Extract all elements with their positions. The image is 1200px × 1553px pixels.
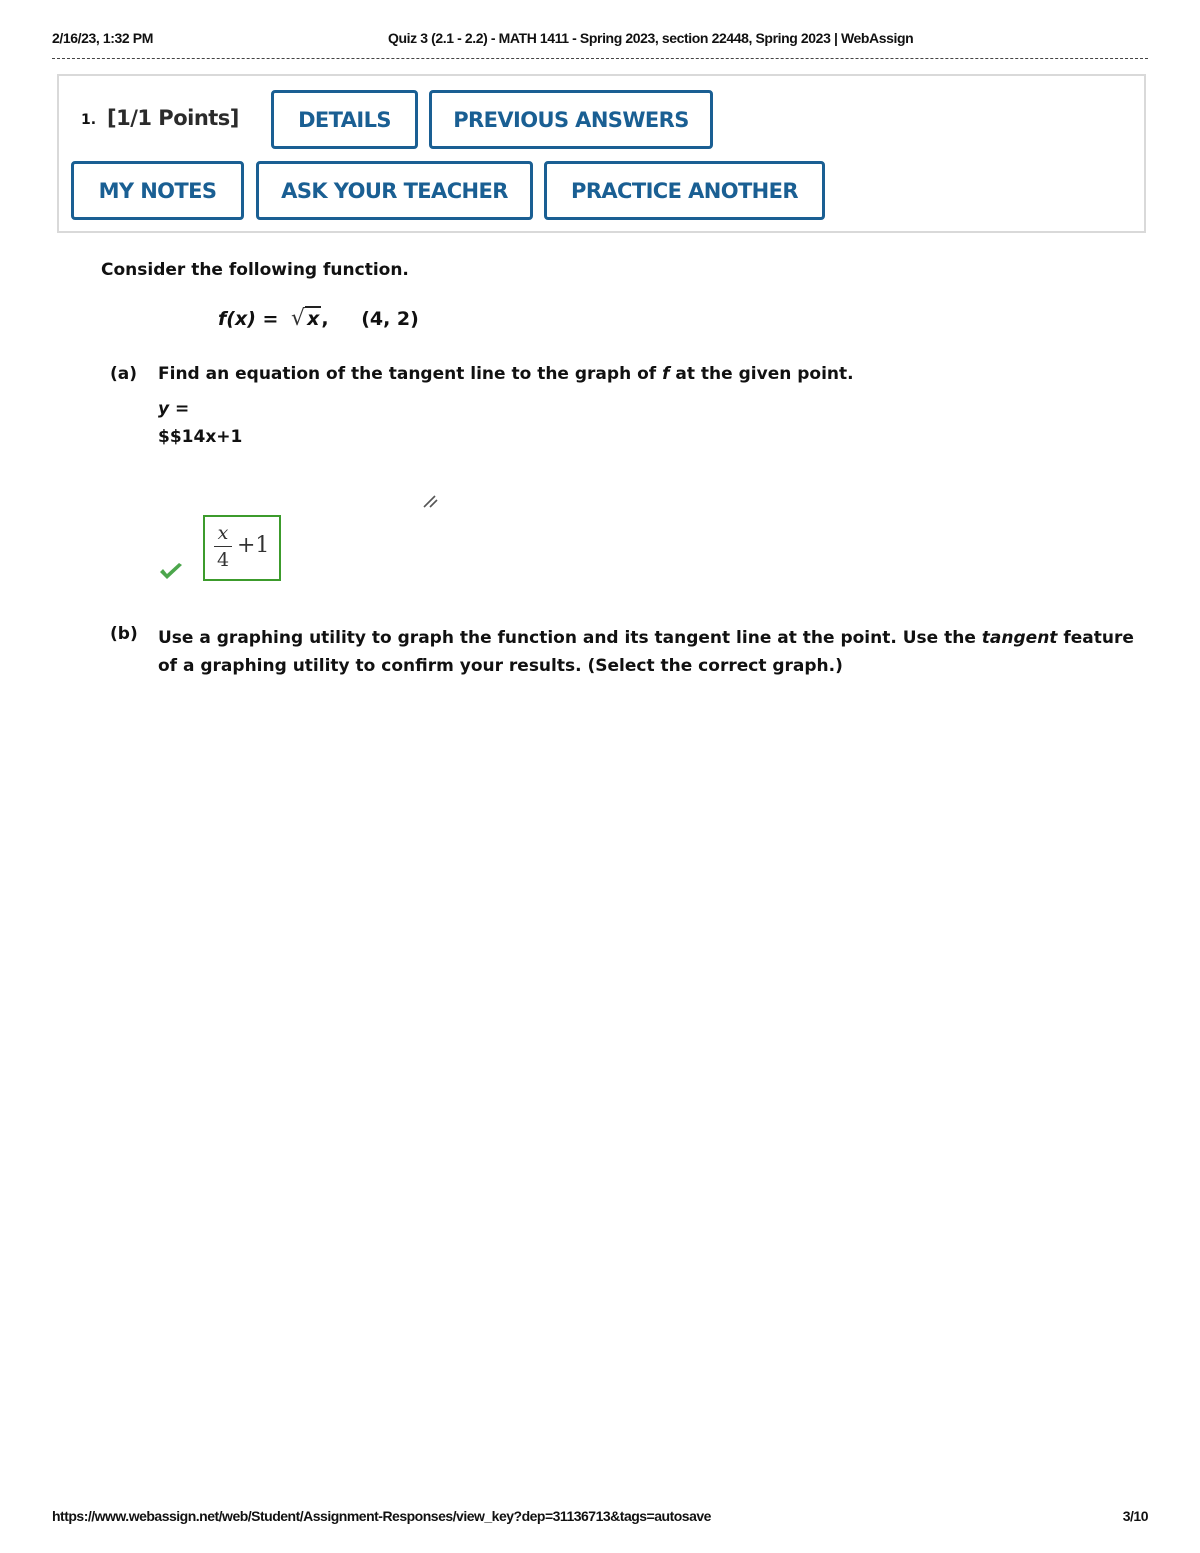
previous-answers-button[interactable]: PREVIOUS ANSWERS [429,90,713,149]
part-b-prompt [158,624,1138,680]
function-lhs: f(x) = [218,308,286,330]
raw-answer-text: $$14x+1 [158,427,243,447]
fraction-denominator: 4 [216,549,230,571]
my-notes-button[interactable]: MY NOTES [71,161,244,220]
page-number: 3/10 [1122,1508,1148,1524]
question-number: 1. [81,112,97,128]
fraction-bar [214,546,232,547]
function-definition [218,306,419,331]
question-intro: Consider the following function. [101,260,409,280]
print-page-title: Quiz 3 (2.1 - 2.2) - MATH 1411 - Spring 2023, section 22448, Spring 2023 | WebAssign [388,30,914,46]
function-comma: , [321,308,329,330]
equals-sign: = [169,399,190,419]
details-button[interactable]: DETAILS [271,90,418,149]
print-url: https://www.webassign.net/web/Student/Assignment-Responses/view_key?dep=31136713&tags=autosave [52,1508,711,1524]
part-a-label: (a) [110,364,138,384]
y-variable: y [158,399,170,419]
ask-your-teacher-button[interactable]: ASK YOUR TEACHER [256,161,533,220]
part-a-text-after: at the given point. [669,364,854,384]
practice-another-button[interactable]: PRACTICE ANOTHER [544,161,825,220]
square-root [291,306,321,331]
print-footer [52,1508,1148,1528]
answer-fraction [214,523,232,570]
question-points: [1/1 Points] [107,106,239,130]
part-b-emph: tangent [981,628,1058,648]
header-divider [52,58,1148,59]
part-a-var: f [662,364,670,384]
print-header [52,30,1148,50]
sqrt-argument: x [307,308,320,330]
part-b-label: (b) [110,624,138,644]
question-header-box [57,74,1146,233]
fraction-numerator: x [217,522,229,544]
answer-rest: +1 [237,533,270,558]
sqrt-icon: √ [291,306,306,331]
part-b-text-after: feature of a graphing utility to confirm your results. (Select the correct graph.) [158,628,1134,676]
print-date: 2/16/23, 1:32 PM [52,30,153,46]
function-point: (4, 2) [361,308,419,330]
resize-handle-icon[interactable] [420,490,440,510]
part-b-text-before: Use a graphing utility to graph the function and its tangent line at the point. Use the [158,628,982,648]
checkmark-icon [158,560,184,582]
submitted-answer-box [203,515,281,581]
part-a-text-before: Find an equation of the tangent line to the graph of [158,364,663,384]
y-equals-label [158,399,189,419]
part-a-prompt [158,364,854,384]
